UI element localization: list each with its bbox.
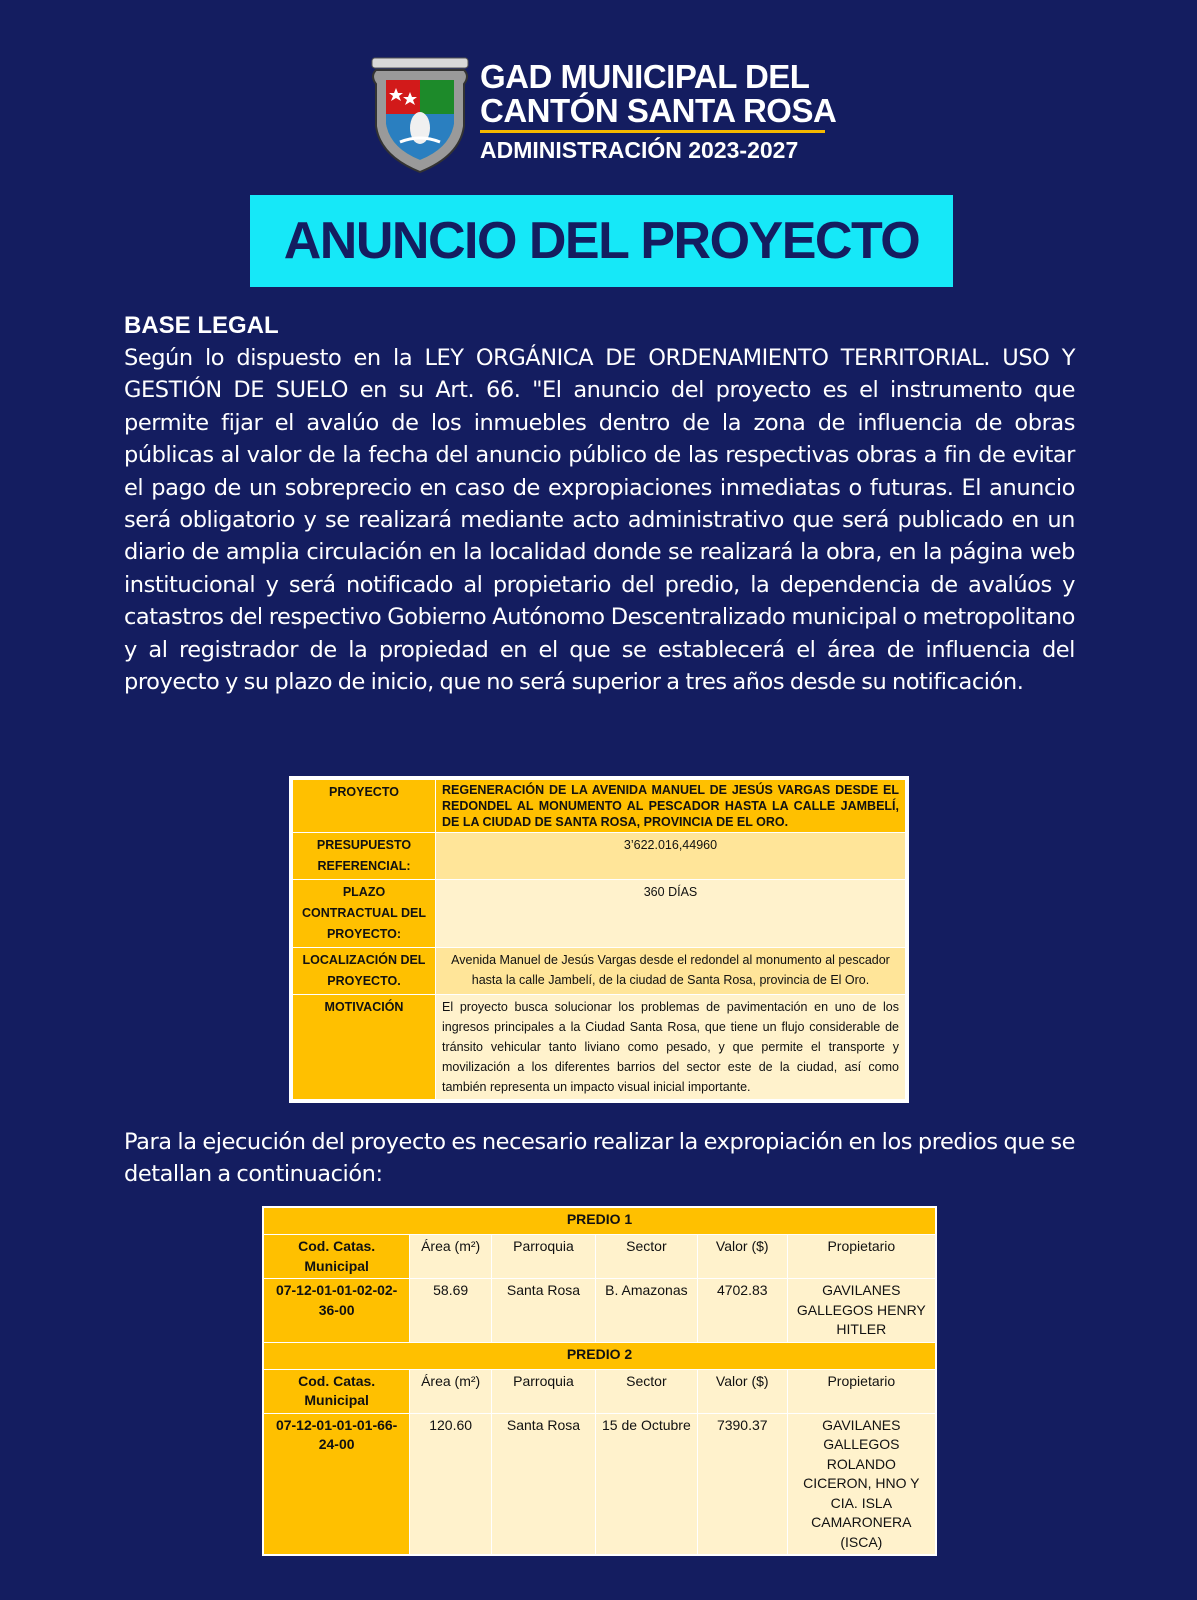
cell-propietario: GAVILANES GALLEGOS ROLANDO CICERON, HNO Y CIA. ISLA CAMARONERA (ISCA)	[787, 1413, 936, 1555]
legal-heading: BASE LEGAL	[124, 312, 279, 339]
predio-title: PREDIO 1	[263, 1207, 936, 1235]
predio-1-header-row	[263, 1235, 936, 1279]
project-row-motivacion	[291, 995, 907, 1102]
predio-2-header-row	[263, 1369, 936, 1413]
brand-divider	[480, 130, 825, 133]
col-header-codigo: Cod. Catas. Municipal	[263, 1235, 410, 1279]
motivation-label: MOTIVACIÓN	[291, 995, 436, 1102]
predio-title: PREDIO 2	[263, 1342, 936, 1369]
col-header-sector: Sector	[595, 1369, 697, 1413]
project-table	[289, 776, 909, 1103]
expropriation-intro	[124, 1126, 1075, 1191]
header	[370, 56, 837, 174]
cell-codigo: 07-12-01-01-02-02-36-00	[263, 1279, 410, 1343]
intro-text: Para la ejecución del proyecto es necesario realizar la expropiación en los predios que se detallan a continuación:	[124, 1129, 1075, 1188]
coat-of-arms-icon	[370, 56, 470, 174]
cell-sector: 15 de Octubre	[595, 1413, 697, 1555]
cell-sector: B. Amazonas	[595, 1279, 697, 1343]
budget-value: 3’622.016,44960	[436, 833, 908, 880]
cell-area: 58.69	[410, 1279, 492, 1343]
cell-parroquia: Santa Rosa	[492, 1413, 596, 1555]
predio-2-data-row	[263, 1413, 936, 1555]
location-value: Avenida Manuel de Jesús Vargas desde el redondel al monumento al pescador hasta la calle Jambelí, de la ciudad de Santa Rosa, provincia de El Oro.	[436, 948, 908, 995]
col-header-parroquia: Parroquia	[492, 1235, 596, 1279]
brand-block	[480, 58, 837, 163]
predio-1-data-row	[263, 1279, 936, 1343]
col-header-area: Área (m²)	[410, 1235, 492, 1279]
cell-area: 120.60	[410, 1413, 492, 1555]
cell-parroquia: Santa Rosa	[492, 1279, 596, 1343]
cell-propietario: GAVILANES GALLEGOS HENRY HITLER	[787, 1279, 936, 1343]
location-label: LOCALIZACIÓN DEL PROYECTO.	[291, 948, 436, 995]
brand-line-2: CANTÓN SANTA ROSA	[480, 92, 837, 129]
cell-codigo: 07-12-01-01-01-66-24-00	[263, 1413, 410, 1555]
project-label: PROYECTO	[291, 778, 436, 833]
col-header-sector: Sector	[595, 1235, 697, 1279]
legal-body: Según lo dispuesto en la LEY ORGÁNICA DE ORDENAMIENTO TERRITORIAL. USO Y GESTIÓN DE SUELO en su Art. 66. "El anuncio del proyecto es el instrumento que permite fijar el avalúo de los inmuebles dentro de la zona de influencia de obras públicas al valor de la fecha del anuncio público de las respectivas obras a fin de evitar el pago de un sobreprecio en caso de expropiaciones inmediatas o futuras. El anuncio será obligatorio y se realizará mediante acto administrativo que será publicado en un diario de amplia circulación en la localidad donde se realizará la obra, en la página web institucional y será notificado al propietario del predio, la dependencia de avalúos y catastros del respectivo Gobierno Autónomo Descentralizado municipal o metropolitano y al registrador de la propiedad en el que se establecerá el área de influencia del proyecto y su plazo de inicio, que no será superior a tres años desde su notificación.	[124, 345, 1075, 696]
project-row-proyecto	[291, 778, 907, 833]
project-row-presupuesto	[291, 833, 907, 880]
title-banner	[250, 195, 953, 287]
brand-line-1: GAD MUNICIPAL DEL	[480, 58, 810, 95]
col-header-valor: Valor ($)	[697, 1369, 787, 1413]
predios-table	[262, 1206, 937, 1556]
cell-valor: 4702.83	[697, 1279, 787, 1343]
page-title: ANUNCIO DEL PROYECTO	[283, 212, 920, 270]
col-header-propietario: Propietario	[787, 1369, 936, 1413]
term-label: PLAZO CONTRACTUAL DEL PROYECTO:	[291, 880, 436, 948]
motivation-value: El proyecto busca solucionar los problemas de pavimentación en uno de los ingresos principales a la Ciudad Santa Rosa, que tiene un flujo considerable de tránsito vehicular tanto liviano como pesado, y que permite el transporte y movilización a los diferentes barrios del sector este de la ciudad, así como también representa un impacto visual inicial importante.	[436, 995, 908, 1102]
legal-section	[124, 310, 1075, 698]
col-header-valor: Valor ($)	[697, 1235, 787, 1279]
col-header-propietario: Propietario	[787, 1235, 936, 1279]
predio-1-title-row	[263, 1207, 936, 1235]
col-header-area: Área (m²)	[410, 1369, 492, 1413]
col-header-parroquia: Parroquia	[492, 1369, 596, 1413]
cell-valor: 7390.37	[697, 1413, 787, 1555]
brand-administration: ADMINISTRACIÓN 2023-2027	[480, 137, 799, 163]
budget-label: PRESUPUESTO REFERENCIAL:	[291, 833, 436, 880]
project-row-plazo	[291, 880, 907, 948]
project-value: REGENERACIÓN DE LA AVENIDA MANUEL DE JESÚS VARGAS DESDE EL REDONDEL AL MONUMENTO AL PESCADOR HASTA LA CALLE JAMBELÍ, DE LA CIUDAD DE SANTA ROSA, PROVINCIA DE EL ORO.	[436, 778, 908, 833]
term-value: 360 DÍAS	[436, 880, 908, 948]
col-header-codigo: Cod. Catas. Municipal	[263, 1369, 410, 1413]
project-row-localizacion	[291, 948, 907, 995]
predio-2-title-row	[263, 1342, 936, 1369]
